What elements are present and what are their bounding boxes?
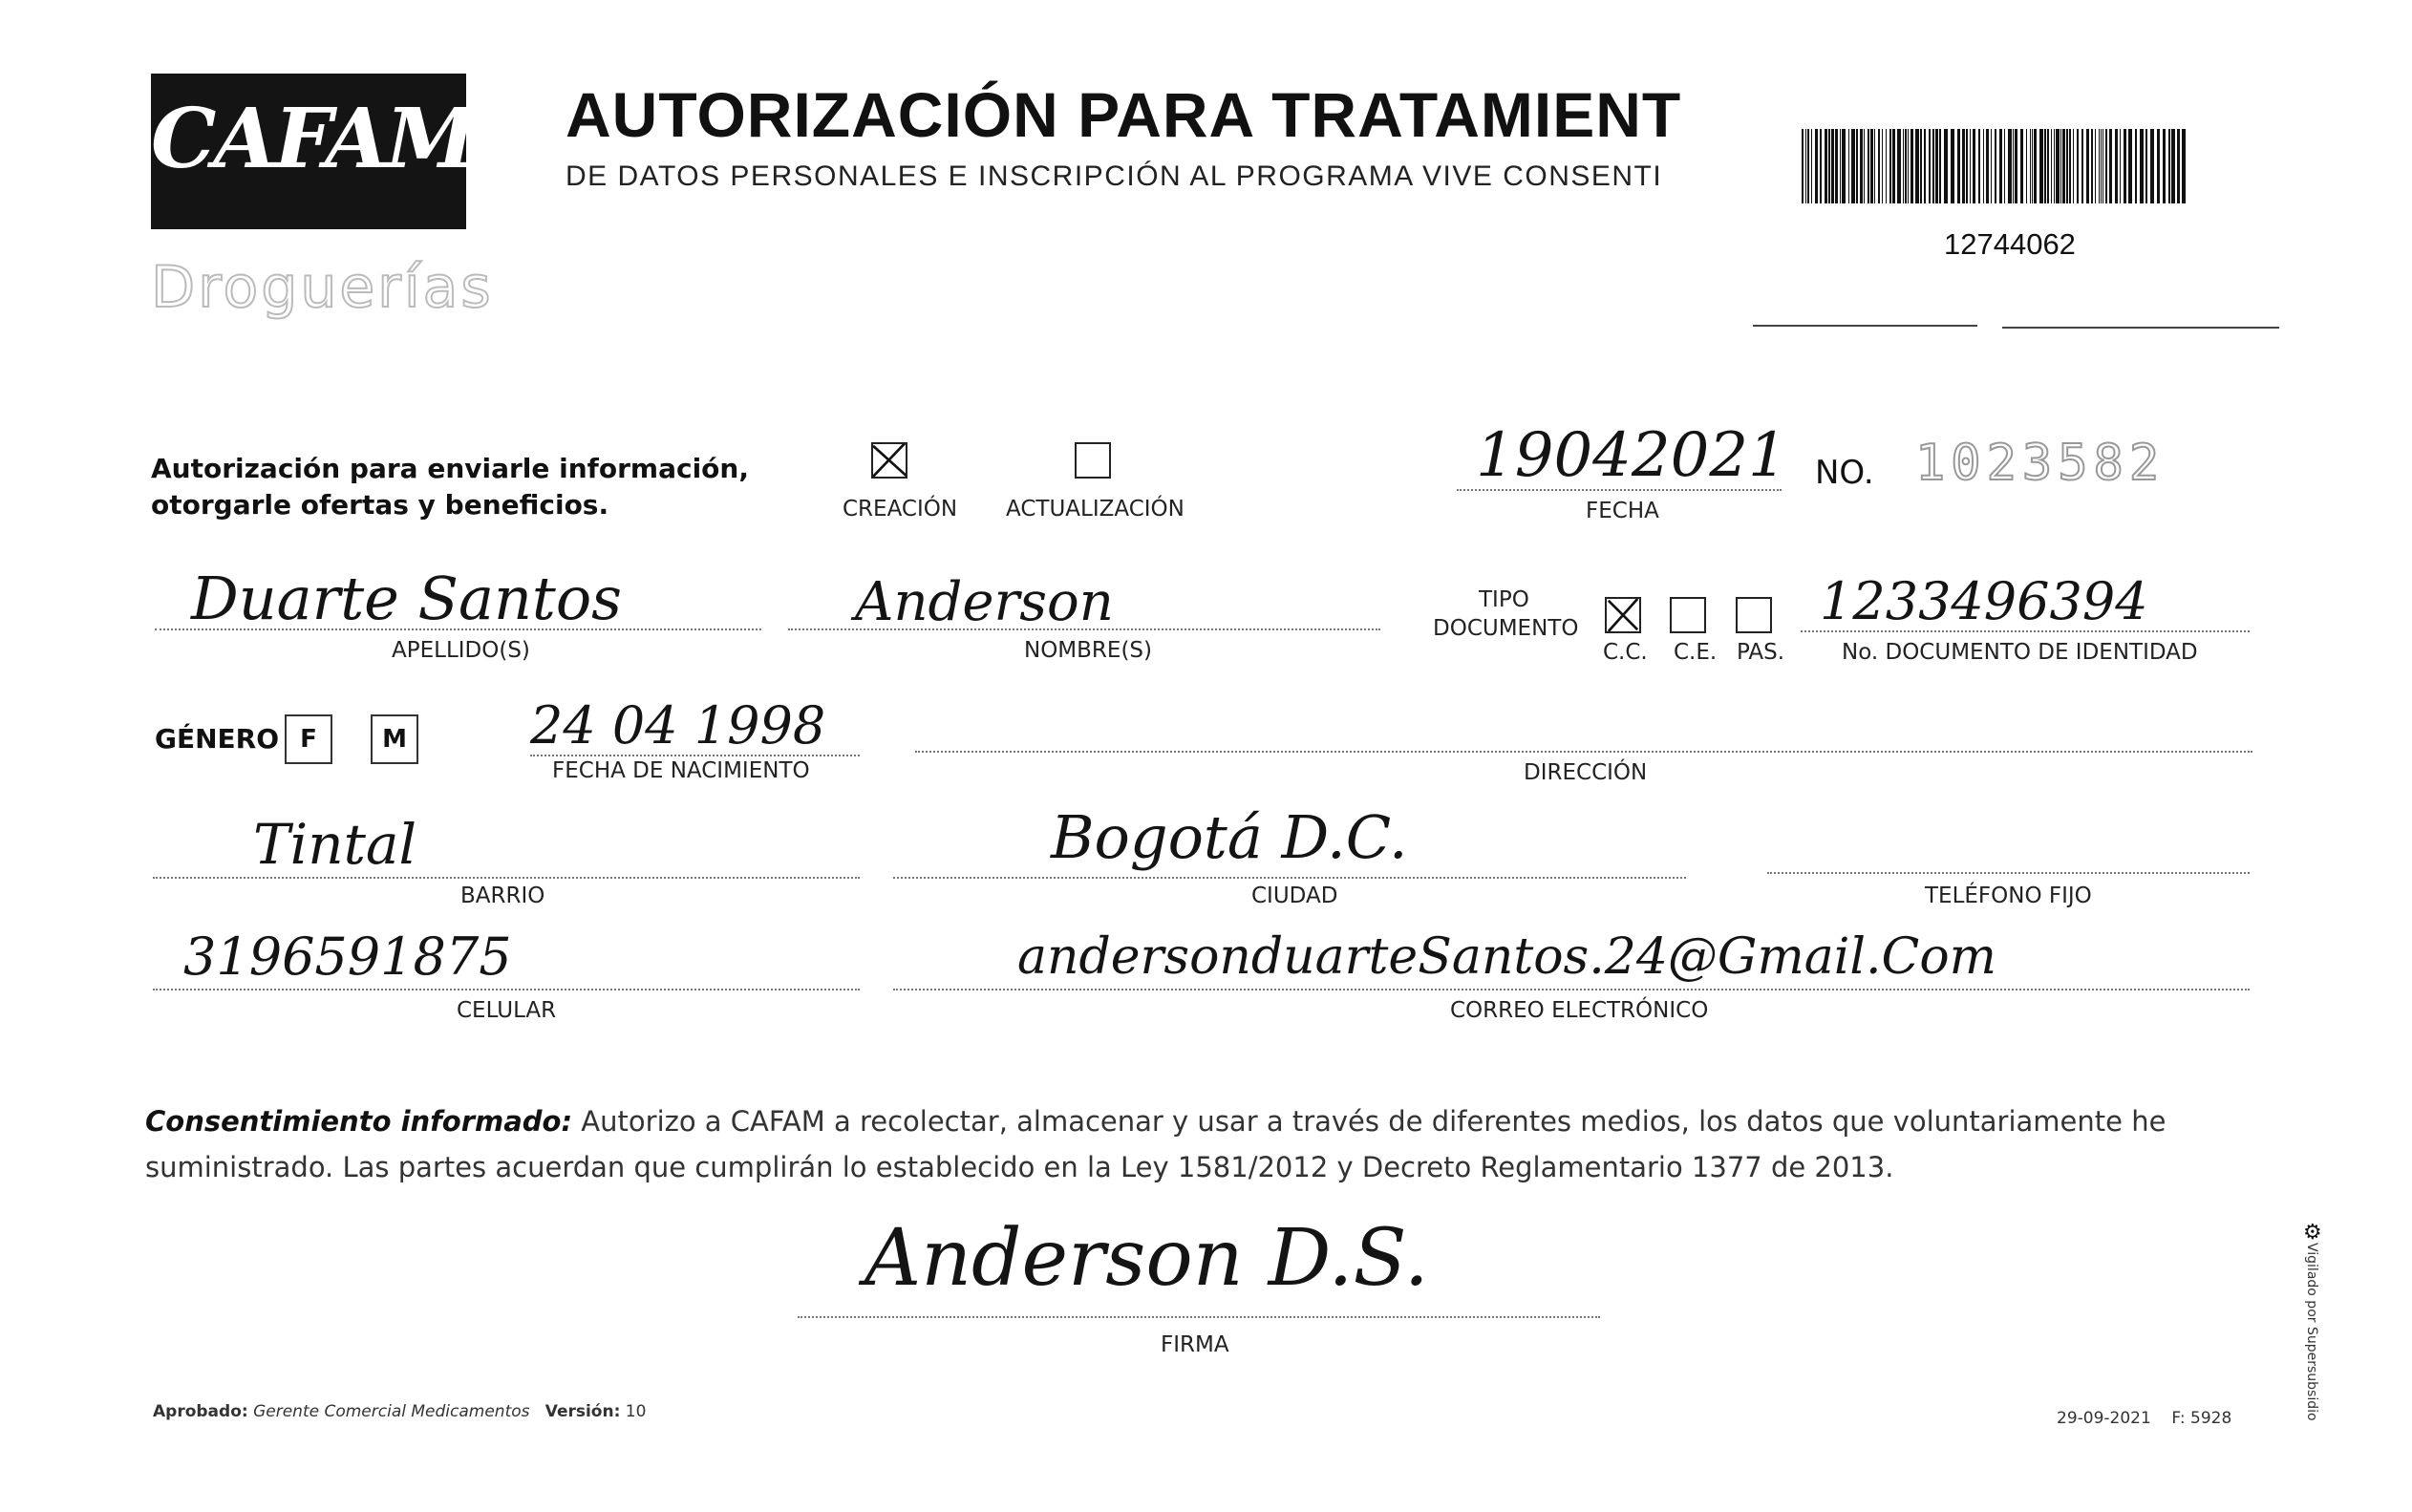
barcode-bar	[1973, 129, 1975, 203]
barcode-bar	[2157, 129, 2160, 203]
cc-checkbox[interactable]	[1605, 597, 1641, 633]
barcode-bar	[1860, 129, 1863, 203]
correo-label: CORREO ELECTRÓNICO	[1450, 998, 1709, 1023]
barcode-bar	[1811, 129, 1812, 203]
form-code: F: 5928	[2171, 1409, 2232, 1428]
barcode-bar	[1924, 129, 1926, 203]
barcode-bar	[2032, 129, 2033, 203]
barcode-bar	[1920, 129, 1922, 203]
barcode-bar	[2044, 129, 2046, 203]
pas-label: PAS.	[1737, 640, 1785, 665]
barcode-bar	[2039, 129, 2043, 203]
barcode-bar	[1840, 129, 1841, 203]
barcode-bar	[1815, 129, 1818, 203]
consent-heading: Consentimiento informado:	[145, 1105, 573, 1138]
nacimiento-line	[530, 755, 860, 756]
tipo-label-2: DOCUMENTO	[1433, 616, 1579, 641]
barcode-bar	[1929, 129, 1931, 203]
nacimiento-value[interactable]: 24 04 1998	[530, 695, 826, 756]
aprobado-label: Aprobado:	[153, 1402, 248, 1421]
fecha-value[interactable]: 19042021	[1476, 420, 1787, 491]
barcode-bar	[2081, 129, 2083, 203]
barcode-bar	[1802, 129, 1804, 203]
barcode-bar	[2047, 129, 2049, 203]
barcode-bar	[2140, 129, 2144, 203]
telefono-label: TELÉFONO FIJO	[1925, 884, 2092, 908]
barcode-bar	[1944, 129, 1948, 203]
correo-value[interactable]: andersonduarteSantos.24@Gmail.Com	[1017, 928, 1996, 986]
telefono-line	[1767, 872, 2250, 874]
version-value: 10	[625, 1402, 647, 1421]
genero-m-box[interactable]: M	[371, 714, 418, 764]
barcode-bar	[2091, 129, 2093, 203]
form-title: AUTORIZACIÓN PARA TRATAMIENT	[566, 79, 1682, 150]
barcode-bar	[1874, 129, 1875, 203]
barcode-bar	[1868, 129, 1869, 203]
signature-label: FIRMA	[1161, 1332, 1229, 1357]
barcode-bar	[2026, 129, 2027, 203]
side-stamp-text: Vigilado por Supersubsidio	[2304, 1243, 2319, 1421]
barcode-bar	[2095, 129, 2096, 203]
apellidos-line	[155, 628, 761, 630]
barcode-bar	[2069, 129, 2071, 203]
ce-checkbox[interactable]	[1670, 597, 1706, 633]
apellidos-label: APELLIDO(S)	[392, 638, 530, 663]
barcode-bar	[1957, 129, 1960, 203]
intro-line-2: otorgarle ofertas y beneficios.	[151, 489, 609, 521]
barcode-bar	[1991, 129, 1992, 203]
barcode-bar	[2177, 129, 2180, 203]
nombres-line	[788, 628, 1380, 630]
barcode-bar	[2034, 129, 2037, 203]
form-subtitle: DE DATOS PERSONALES E INSCRIPCIÓN AL PROGRAMA VIVE CONSENTI	[566, 160, 1663, 192]
barcode-bar	[2120, 129, 2121, 203]
side-stamp	[2297, 1221, 2326, 1431]
documento-value[interactable]: 1233496394	[1820, 571, 2148, 631]
barcode-bar	[2102, 129, 2103, 203]
barcode-bar	[2182, 129, 2186, 203]
barcode-bar	[2115, 129, 2118, 203]
tipo-label-1: TIPO	[1479, 587, 1529, 612]
barcode-bar	[1805, 129, 1806, 203]
barcode-bar	[1983, 129, 1984, 203]
barcode-bar	[1999, 129, 2002, 203]
barcode-bar	[1828, 129, 1830, 203]
consent-paragraph	[145, 1098, 2256, 1190]
barcode-bar	[2101, 129, 2102, 203]
creacion-label: CREACIÓN	[843, 497, 958, 522]
supersubsidio-icon: ⚙	[2303, 1221, 2322, 1245]
ciudad-line	[893, 877, 1686, 879]
barcode-bar	[1882, 129, 1883, 203]
barrio-line	[153, 877, 860, 879]
barcode-bar	[1848, 129, 1849, 203]
actualizacion-checkbox[interactable]	[1075, 442, 1111, 479]
barcode-bar	[1935, 129, 1938, 203]
barcode-bar	[1951, 129, 1954, 203]
barcode-bar	[1932, 129, 1934, 203]
signature-value[interactable]: Anderson D.S.	[864, 1213, 1429, 1304]
nacimiento-label: FECHA DE NACIMIENTO	[552, 758, 810, 783]
barcode-bar	[1886, 129, 1887, 203]
numero-label: NO.	[1815, 454, 1874, 492]
genero-f-box[interactable]: F	[285, 714, 332, 764]
consent-text: Autorizo a CAFAM a recolectar, almacenar y usar a través de diferentes medios, los datos que voluntariamente he suministrado. Las partes acuerdan que cumplirán lo establecido en la Ley 1581/2012 y Decreto Reglamentario 1377 de 2013.	[145, 1105, 2167, 1183]
celular-value[interactable]: 3196591875	[183, 926, 512, 987]
barcode-bar	[2086, 129, 2089, 203]
logo-text: CAFAM	[151, 91, 475, 187]
celular-label: CELULAR	[457, 998, 557, 1023]
celular-line	[153, 989, 860, 990]
barcode-bar	[2030, 129, 2031, 203]
barcode-bar	[2051, 129, 2052, 203]
footer-code	[2057, 1409, 2231, 1428]
x-mark-icon	[1607, 599, 1639, 631]
nombres-label: NOMBRE(S)	[1024, 638, 1152, 663]
barcode-bar	[1851, 129, 1855, 203]
x-mark-icon	[873, 444, 906, 477]
barcode-bar	[2015, 129, 2017, 203]
barcode-bar	[2105, 129, 2107, 203]
barcode-bar	[2020, 129, 2023, 203]
barrio-label: BARRIO	[460, 884, 545, 908]
footer-approval	[153, 1402, 646, 1421]
documento-label: No. DOCUMENTO DE IDENTIDAD	[1842, 640, 2198, 665]
header-rule-1	[1753, 325, 1977, 327]
date-code: 29-09-2021	[2057, 1409, 2151, 1428]
barcode-bar	[1870, 129, 1873, 203]
barcode-bar	[1986, 129, 1989, 203]
barcode-bar	[1939, 129, 1941, 203]
barcode-bar	[1892, 129, 1895, 203]
direccion-line	[915, 751, 2252, 753]
barcode-bar	[1807, 129, 1809, 203]
barcode-bar	[2135, 129, 2137, 203]
logo-subtitle: Droguerías	[151, 254, 494, 321]
signature-line	[798, 1316, 1600, 1318]
direccion-label: DIRECCIÓN	[1524, 760, 1648, 785]
barcode-bar	[1970, 129, 1971, 203]
barcode-bar	[1864, 129, 1865, 203]
barcode-bar	[1910, 129, 1913, 203]
genero-label: GÉNERO	[155, 723, 280, 755]
ciudad-value[interactable]: Bogotá D.C.	[1051, 802, 1408, 872]
barcode-bar	[1995, 129, 1996, 203]
barcode-bar	[1842, 129, 1846, 203]
barcode-bar	[2077, 129, 2079, 203]
barcode-bar	[1905, 129, 1907, 203]
barcode-bar	[1903, 129, 1904, 203]
barcode-bar	[2056, 129, 2060, 203]
barcode-number: 12744062	[1944, 227, 2076, 261]
barcode-bar	[2163, 129, 2166, 203]
barcode-bar	[1966, 129, 1968, 203]
barcode-bar	[2145, 129, 2147, 203]
numero-value: 1023582	[1915, 435, 2166, 492]
correo-line	[893, 989, 2250, 990]
barcode-bar	[1897, 129, 1901, 203]
barcode-bar	[1820, 129, 1822, 203]
barcode-bar	[1908, 129, 1909, 203]
barcode-bar	[2124, 129, 2126, 203]
barcode-bar	[1962, 129, 1965, 203]
barcode-bar	[1878, 129, 1880, 203]
barcode-bar	[2128, 129, 2132, 203]
barcode-bar	[1835, 129, 1838, 203]
barcode-bar	[2013, 129, 2014, 203]
fecha-label: FECHA	[1586, 499, 1659, 523]
barcode-bar	[1915, 129, 1919, 203]
aprobado-value: Gerente Comercial Medicamentos	[253, 1402, 530, 1421]
documento-line	[1801, 630, 2250, 632]
cafam-logo	[151, 74, 475, 229]
header-rule-2	[2002, 327, 2279, 329]
barcode-bar	[1831, 129, 1834, 203]
nombres-value[interactable]: Anderson	[855, 571, 1114, 633]
barcode-bar	[2062, 129, 2065, 203]
ciudad-label: CIUDAD	[1251, 884, 1338, 908]
barcode-bar	[1889, 129, 1891, 203]
barcode-bar	[1856, 129, 1858, 203]
barcode-bar	[1825, 129, 1827, 203]
cc-label: C.C.	[1603, 640, 1648, 665]
barcode-bar	[2004, 129, 2005, 203]
barcode-bar	[2060, 129, 2061, 203]
barcode-bar	[2066, 129, 2068, 203]
intro-line-1: Autorización para enviarle información,	[151, 453, 749, 484]
ce-label: C.E.	[1674, 640, 1718, 665]
barcode-bar	[2168, 129, 2170, 203]
barcode-bar	[2008, 129, 2012, 203]
barcode-bar	[2150, 129, 2154, 203]
barcode-bar	[2073, 129, 2074, 203]
barcode	[1802, 129, 2188, 203]
fecha-line	[1457, 489, 1782, 491]
pas-checkbox[interactable]	[1736, 597, 1772, 633]
actualizacion-label: ACTUALIZACIÓN	[1006, 497, 1185, 522]
barcode-bar	[2109, 129, 2112, 203]
apellidos-value[interactable]: Duarte Santos	[191, 564, 622, 633]
barcode-bar	[1978, 129, 1980, 203]
version-label: Versión:	[544, 1402, 621, 1421]
barcode-bar	[2171, 129, 2175, 203]
creacion-checkbox[interactable]	[871, 442, 907, 479]
barcode-bar	[2099, 129, 2100, 203]
barcode-bar	[2054, 129, 2055, 203]
barrio-value[interactable]: Tintal	[253, 812, 417, 877]
